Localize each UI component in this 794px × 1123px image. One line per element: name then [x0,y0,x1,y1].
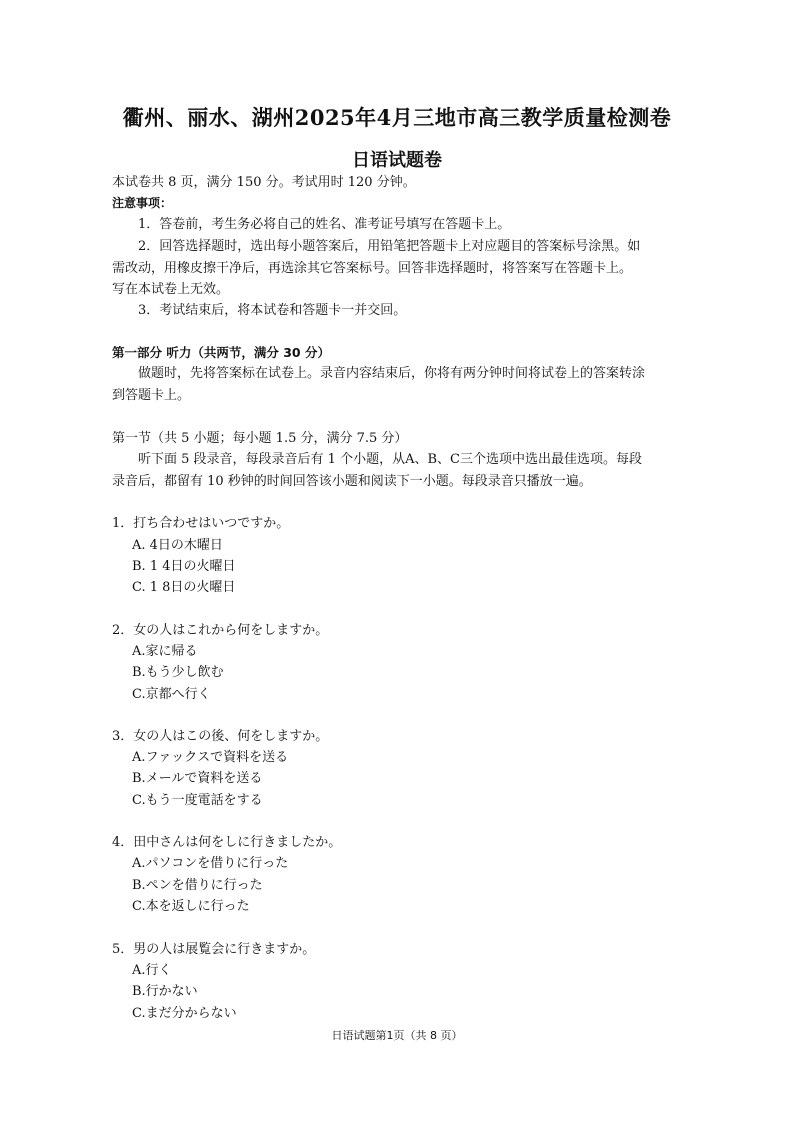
notice-item-continued: 需改动，用橡皮擦干净后，再选涂其它答案标号。回答非选择题时，将答案写在答题卡上。 [112,261,633,276]
section1-description-continued: 录音后，都留有 10 秒钟的时间回答该小题和阅读下一小题。每段录音只播放一遍。 [112,474,592,489]
part1-description-continued: 到答题卡上。 [112,388,191,403]
page-title: 衢州、丽水、湖州2025年4月三地市高三教学质量检测卷 [122,105,672,130]
question-4: 4．田中さんは何をしに行きましたか。 [112,835,342,850]
question-2: 2．女の人はこれから何をしますか。 [112,623,329,638]
option-1a: A. 4日の木曜日 [132,538,223,553]
page-footer: 日语试题第1页（共 8 页） [331,1029,463,1042]
option-2a: A.家に帰る [132,644,198,659]
option-4b: B.ペンを借りに行った [132,878,263,893]
option-3b: B.メールで資料を送る [132,771,263,786]
option-3a: A.ファックスで資料を送る [132,750,289,765]
option-1c: C. 1 8日の火曜日 [132,580,236,595]
notice-heading: 注意事项： [112,196,173,210]
option-3c: C.もう一度電話をする [132,793,263,808]
page-subtitle: 日语试题卷 [352,150,442,171]
part1-description: 做题时，先将答案标在试卷上。录音内容结束后，你将有两分钟时间将试卷上的答案转涂 [138,366,646,381]
option-4a: A.パソコンを借りに行った [132,856,289,871]
section1-heading: 第一节（共 5 小题；每小题 1.5 分，满分 7.5 分） [112,431,408,446]
notice-item: 1．答卷前，考生务必将自己的姓名、准考证号填写在答题卡上。 [138,217,511,232]
option-4c: C.本を返しに行った [132,899,250,914]
notice-item-continued: 写在本试卷上无效。 [112,282,230,297]
notice-item: 2．回答选择题时，选出每小题答案后，用铅笔把答题卡上对应题目的答案标号涂黑。如 [138,239,641,254]
exam-info: 本试卷共 8 页，满分 150 分。考试用时 120 分钟。 [112,175,416,190]
notice-item: 3．考试结束后，将本试卷和答题卡一并交回。 [138,303,407,318]
option-2c: C.京都へ行く [132,687,211,702]
option-5b: B.行かない [132,984,198,999]
part1-heading: 第一部分 听力（共两节，满分 30 分） [112,345,330,360]
option-5a: A.行く [132,963,172,978]
question-3: 3．女の人はこの後、何をしますか。 [112,729,329,744]
question-1: 1．打ち合わせはいつですか。 [112,516,290,531]
section1-description: 听下面 5 段录音，每段录音后有 1 个小题，从A、B、C三个选项中选出最佳选项。每段 [138,452,642,467]
question-5: 5．男の人は展覧会に行きますか。 [112,942,316,957]
option-5c: C.まだ分からない [132,1006,237,1021]
option-2b: B.もう少し飲む [132,665,224,680]
option-1b: B. 1 4日の火曜日 [132,559,236,574]
